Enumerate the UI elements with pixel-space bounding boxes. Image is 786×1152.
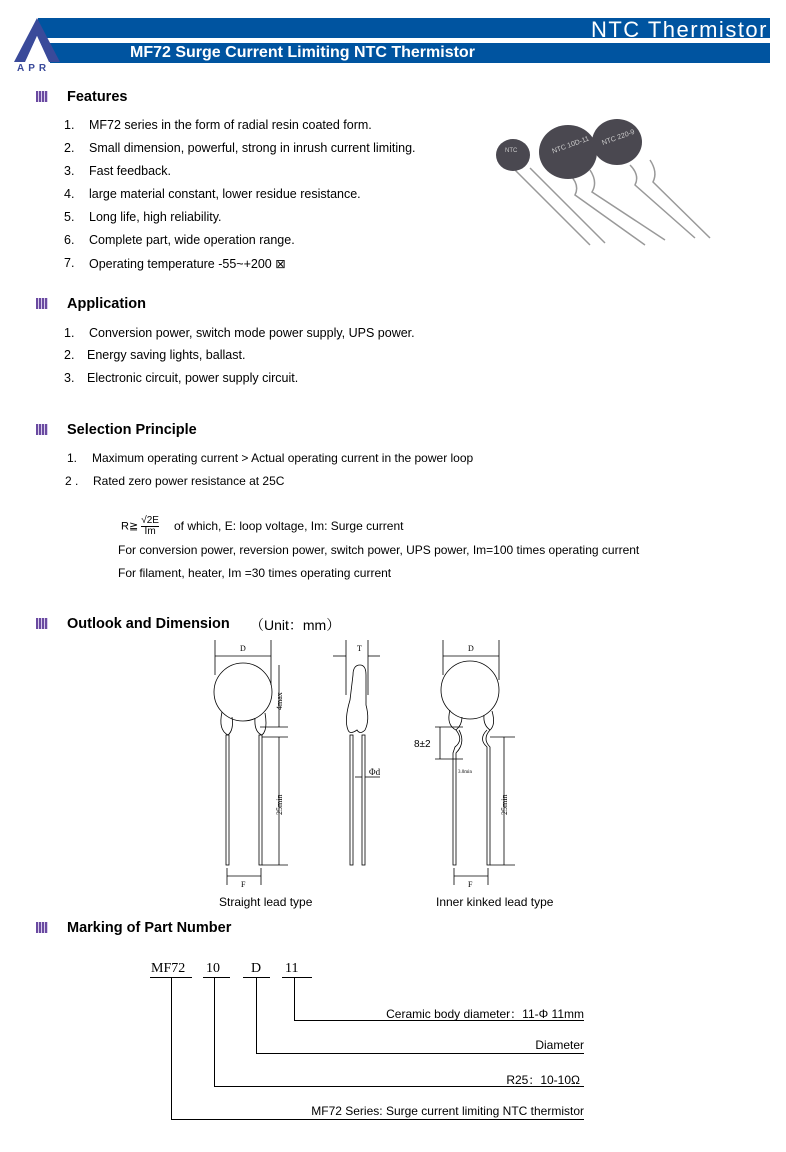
item-num: 2 . [65, 474, 79, 488]
formula-lhs: R≧ [121, 520, 139, 533]
outlook-heading: Outlook and Dimension [67, 616, 230, 632]
formula-denominator: Im [144, 526, 156, 537]
dim-label-max: 4max [275, 692, 284, 710]
list-item: Electronic circuit, power supply circuit. [87, 371, 299, 385]
item-num: 3. [64, 164, 75, 178]
application-heading: Application [67, 296, 146, 312]
list-item: Energy saving lights, ballast. [87, 348, 246, 362]
dim-label-25min: 25min [500, 794, 509, 815]
marking-desc-diameter: Diameter [535, 1038, 584, 1052]
item-num: 3. [64, 371, 75, 385]
part-code-size: 11 [285, 961, 299, 976]
marking-desc-r25: R25：10-10Ω [506, 1073, 580, 1087]
dim-label-D: D [240, 644, 246, 653]
kinked-lead-caption: Inner kinked lead type [436, 895, 554, 909]
part-code-r25: 10 [206, 961, 220, 976]
formula [121, 516, 159, 537]
part-code-series: MF72 [151, 961, 186, 976]
outlook-unit: （Unit：mm） [250, 617, 341, 633]
list-item: Fast feedback. [89, 164, 171, 178]
photo-label: NTC 220-9 [601, 128, 636, 148]
marking-desc-size: Ceramic body diameter：11-Φ 11mm [386, 1007, 584, 1021]
section-bullet-icon [36, 618, 48, 629]
selection-line-1: For conversion power, reversion power, switch power, UPS power, Im=100 times operating current [118, 543, 640, 557]
item-num: 6. [64, 233, 75, 247]
dim-label-25min: 25min [275, 794, 284, 815]
item-num: 4. [64, 187, 75, 201]
item-num: 1. [64, 326, 75, 340]
page-subtitle: MF72 Surge Current Limiting NTC Thermistor [130, 44, 475, 61]
section-bullet-icon [36, 91, 48, 102]
list-item: Long life, high reliability. [89, 210, 222, 224]
dim-label-D: D [468, 644, 474, 653]
list-item: Small dimension, powerful, strong in inrush current limiting. [89, 141, 416, 155]
dim-label-phi-d: Φd [369, 767, 381, 777]
logo-text: APR [17, 63, 51, 74]
formula-note: of which, E: loop voltage, Im: Surge current [174, 519, 404, 533]
dim-label-F: F [468, 880, 473, 889]
marking-desc-series: MF72 Series: Surge current limiting NTC thermistor [311, 1104, 584, 1118]
item-num: 2. [64, 348, 75, 362]
dimension-drawings [200, 635, 530, 895]
photo-label: NTC [505, 148, 518, 154]
section-bullet-icon [36, 922, 48, 933]
selection-heading: Selection Principle [67, 422, 197, 438]
item-num: 2. [64, 141, 75, 155]
page-title: NTC Thermistor [590, 17, 768, 42]
dim-label-kink: 8±2 [414, 739, 431, 750]
selection-line-2: For filament, heater, Im =30 times operating current [118, 566, 392, 580]
list-item: MF72 series in the form of radial resin coated form. [89, 118, 372, 132]
list-item: Conversion power, switch mode power supply, UPS power. [89, 326, 415, 340]
apr-logo-icon [12, 16, 62, 64]
section-bullet-icon [36, 298, 48, 309]
item-num: 1. [67, 451, 78, 465]
list-item: large material constant, lower residue resistance. [89, 187, 361, 201]
marking-heading: Marking of Part Number [67, 920, 232, 936]
photo-label: NTC 10D-11 [551, 135, 591, 156]
dim-label-3min: 3.0min [458, 770, 473, 775]
dim-label-F: F [241, 880, 246, 889]
item-num: 5. [64, 210, 75, 224]
part-code-diameter: D [251, 961, 262, 976]
straight-lead-caption: Straight lead type [219, 895, 313, 909]
formula-numerator: √2E [141, 515, 159, 526]
list-item: Maximum operating current > Actual operating current in the power loop [92, 451, 474, 465]
product-photo [480, 110, 720, 250]
list-item: Operating temperature -55~+200 ⊠ [89, 257, 286, 271]
dim-label-T: T [357, 644, 362, 653]
item-num: 1. [64, 118, 75, 132]
list-item: Complete part, wide operation range. [89, 233, 295, 247]
item-num: 7. [64, 256, 75, 270]
section-bullet-icon [36, 424, 48, 435]
list-item: Rated zero power resistance at 25C [93, 474, 285, 488]
features-heading: Features [67, 89, 128, 105]
